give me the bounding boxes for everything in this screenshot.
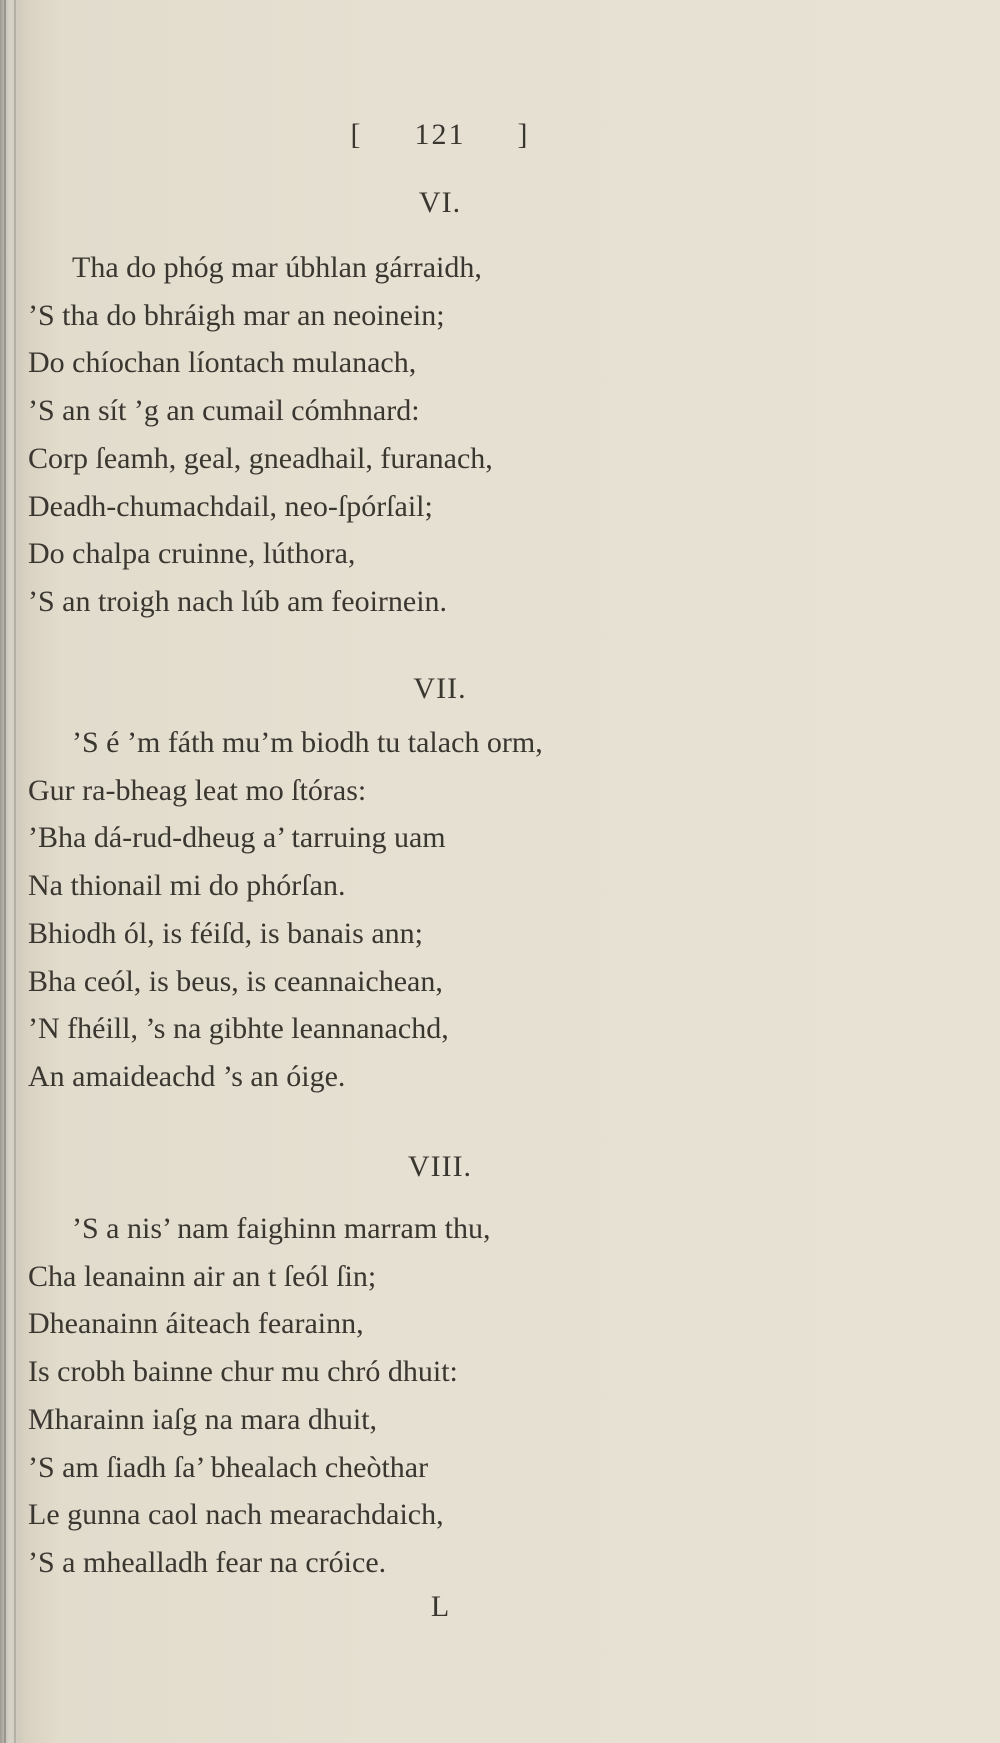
page-header <box>0 118 880 152</box>
verse-line: Cha leanainn air an t ſeól ſin; <box>28 1259 377 1293</box>
verse-line: Na thionail mi do phórſan. <box>28 869 346 903</box>
verse-line: An amaideachd ’s an óige. <box>28 1059 346 1093</box>
verse-line: ’Bha dá-rud-dheug a’ tarruing uam <box>28 821 446 855</box>
verse-line: ’S a nis’ nam faighinn marram thu, <box>72 1212 491 1245</box>
verse-line: ’S a mhealladh fear na cróice. <box>28 1545 387 1579</box>
stanza-heading-vi: VI. <box>418 186 462 219</box>
verse-line: ’S an sít ’g an cumail cómhnard: <box>28 394 420 428</box>
verse-line: Bha ceól, is beus, is ceannaichean, <box>28 964 443 998</box>
verse-line: ’S an troigh nach lúb am feoirnein. <box>28 584 448 618</box>
verse-line: Bhiodh ól, is féiſd, is banais ann; <box>28 916 423 950</box>
stanza-heading-viii: VIII. <box>407 1150 473 1183</box>
binding-edge <box>4 0 6 1743</box>
bracket-open: [ <box>350 118 363 151</box>
verse-line: ’S am ſiadh ſa’ bhealach cheòthar <box>28 1450 429 1484</box>
verse-line: Deadh-chumachdail, neo-ſpórſail; <box>28 489 433 523</box>
page-number: 121 <box>414 118 466 151</box>
stanza-viii <box>28 1205 491 1587</box>
binding-edge-inner <box>14 0 16 1743</box>
verse-line: Dheanainn áiteach fearainn, <box>28 1307 364 1341</box>
verse-line: Le gunna caol nach mearachdaich, <box>28 1498 444 1532</box>
stanza-vii <box>28 719 543 1101</box>
stanza-heading-vii: VII. <box>413 672 467 705</box>
stanza-vi <box>28 244 493 626</box>
bracket-close: ] <box>517 118 530 151</box>
verse-line: Gur ra-bheag leat mo ſtóras: <box>28 773 367 807</box>
verse-line: Mharainn iaſg na mara dhuit, <box>28 1402 378 1436</box>
verse-line: ’N fhéill, ’s na gibhte leannanachd, <box>28 1012 449 1046</box>
verse-line: Is crobh bainne chur mu chró dhuit: <box>28 1355 458 1389</box>
verse-line: Do chíochan líontach mulanach, <box>28 346 417 380</box>
verse-line: ’S é ’m fáth mu’m biodh tu talach orm, <box>72 726 543 759</box>
verse-line: ’S tha do bhráigh mar an neoinein; <box>28 298 445 332</box>
verse-line: Corp ſeamh, geal, gneadhail, furanach, <box>28 441 493 475</box>
verse-line: Do chalpa cruinne, lúthora, <box>28 537 356 571</box>
signature-mark: L <box>430 1590 450 1623</box>
verse-line: Tha do phóg mar úbhlan gárraidh, <box>72 251 482 284</box>
